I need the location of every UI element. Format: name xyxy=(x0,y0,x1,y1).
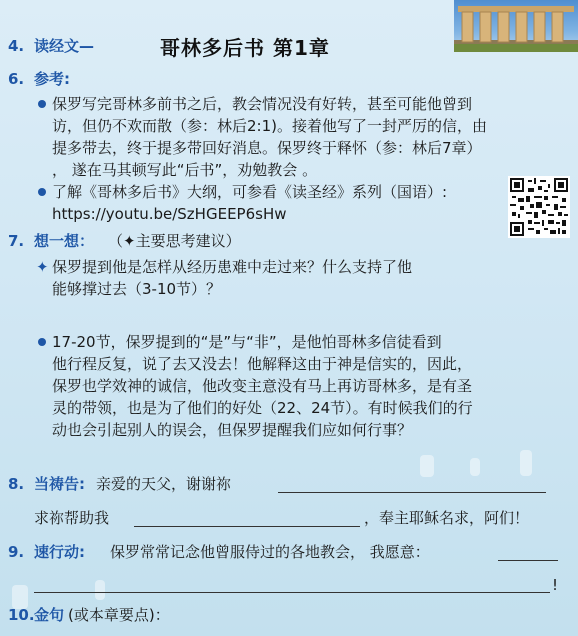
text-line: 能够撑过去（3-10节）？ xyxy=(52,280,222,298)
bullet-icon xyxy=(38,188,46,196)
reference-paragraph-1 xyxy=(52,93,572,181)
reference-paragraph-2 xyxy=(52,181,508,225)
text-line: 提多带去，终于提多带回好消息。保罗终于释怀（参：林后7章） xyxy=(52,139,482,157)
bullet-icon xyxy=(38,338,46,346)
text-line: 保罗也学效神的诚信，他改变主意没有马上再访哥林多，是有圣 xyxy=(52,377,473,395)
text-line: ， 遂在马其顿写此“后书”，劝勉教会 。 xyxy=(52,161,318,179)
section-9-title: 速行动: xyxy=(34,543,85,561)
section-7-subtitle: （✦主要思考建议） xyxy=(108,232,241,250)
section-10-title: 金句 xyxy=(34,606,65,624)
bullet-icon xyxy=(38,100,46,108)
question-1 xyxy=(52,256,552,300)
star-marker-icon: ✦ xyxy=(36,258,49,276)
chapter-title: 哥林多后书 第1章 xyxy=(160,36,330,60)
prayer-text-3: ，奉主耶稣名求，阿们！ xyxy=(364,509,530,527)
section-6-number: 6. xyxy=(8,70,25,88)
action-end-mark: ! xyxy=(552,576,559,594)
text-line: 17-20节，保罗提到的“是”与“非”，是他怕哥林多信徒看到 xyxy=(52,333,442,351)
prayer-text-1: 亲爱的天父，谢谢祢 xyxy=(96,475,232,493)
section-4-title: 读经文— xyxy=(34,37,95,55)
background-decoration xyxy=(470,458,480,476)
text-line: 了解《哥林多后书》大纲，可参看《读圣经》系列（国语）: xyxy=(52,183,448,201)
section-8-title: 当祷告: xyxy=(34,475,85,493)
section-9-number: 9. xyxy=(8,543,25,561)
prayer-blank-1[interactable] xyxy=(278,492,546,493)
text-line: 保罗写完哥林多前书之后，教会情况没有好转，甚至可能他曾到 xyxy=(52,95,473,113)
section-10-number: 10. xyxy=(8,606,35,624)
section-6-title: 参考: xyxy=(34,70,70,88)
qr-code[interactable] xyxy=(508,176,570,238)
text-line: 保罗提到他是怎样从经历患难中走过来？什么支持了他 xyxy=(52,258,413,276)
action-blank-2[interactable] xyxy=(34,592,550,593)
prayer-text-2: 求祢帮助我 xyxy=(34,509,110,527)
background-decoration xyxy=(420,455,434,477)
text-line: 动也会引起别人的误会，但保罗提醒我们应如何行事？ xyxy=(52,421,413,439)
text-line: 访，但仍不欢而散（参：林后2:1)。接着他写了一封严厉的信，由 xyxy=(52,117,487,135)
background-decoration xyxy=(520,450,532,476)
text-line: 他行程反复，说了去又没去！他解释这由于神是信实的，因此， xyxy=(52,355,473,373)
question-2 xyxy=(52,331,572,441)
section-8-number: 8. xyxy=(8,475,25,493)
background-decoration xyxy=(95,580,105,600)
section-7-number: 7. xyxy=(8,232,25,250)
action-text: 保罗常常记念他曾服侍过的各地教会， 我愿意： xyxy=(110,543,430,561)
section-4-number: 4. xyxy=(8,37,25,55)
video-link[interactable]: https://youtu.be/SzHGEEP6sHw xyxy=(52,205,287,223)
section-7-title: 想一想： xyxy=(34,232,95,250)
section-10-subtitle: (或本章要点)： xyxy=(68,606,170,624)
temple-photo xyxy=(454,0,578,52)
prayer-blank-2[interactable] xyxy=(134,526,360,527)
action-blank-1[interactable] xyxy=(498,560,558,561)
text-line: 灵的带领，也是为了他们的好处（22、24节）。有时候我们的行 xyxy=(52,399,473,417)
